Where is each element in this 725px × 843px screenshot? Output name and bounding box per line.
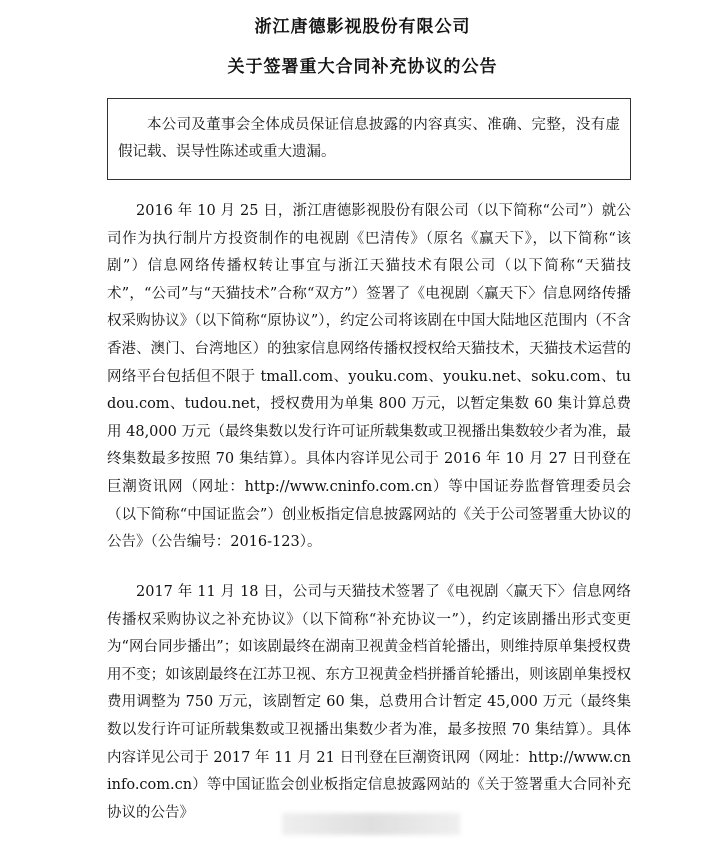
watermark-overlay xyxy=(282,813,460,835)
company-name: 浙江唐德影视股份有限公司 xyxy=(254,17,471,37)
board-statement-box: 本公司及董事会全体成员保证信息披露的内容真实、准确、完整，没有虚假记载、误导性陈述或重大遗漏。 xyxy=(107,98,631,180)
body-paragraph-1: 2016 年 10 月 25 日，浙江唐德影视股份有限公司（以下简称“公司”）就公司作为执行制片方投资制作的电视剧《巴清传》（原名《赢天下》，以下简称“该剧”）信息网络传播权转让事宜与浙江天猫技术有限公司（以下简称“天猫技术”，“公司”与“天猫技术”合称“双方”）签署了《电视剧〈赢天下〉信息网络传播权采购协议》（以下简称“原协议”），约定公司将该剧在中国大陆地区范围内（不含香港、澳门、台湾地区）的独家信息网络传播权授权给天猫技术，天猫技术运营的网络平台包括但不限于 tmall.com、youku.com、youku.net、soku.com、tudou.com、tudou.net，授权费用为单集 800 万元，以暂定集数 60 集计算总费用 48,000 万元（最终集数以发行许可证所载集数或卫视播出集数较少者为准，最终集数最多按照 70 集结算）。具体内容详见公司于 2016 年 10 月 27 日刊登在巨潮资讯网（网址：http://www.cninfo.com.cn）等中国证券监督管理委员会（以下简称“中国证监会”）创业板指定信息披露网站的《关于公司签署重大协议的公告》（公告编号：2016-123）。 xyxy=(107,203,631,551)
notice-title: 关于签署重大合同补充协议的公告 xyxy=(227,57,498,77)
body-paragraph-2: 2017 年 11 月 18 日，公司与天猫技术签署了《电视剧〈赢天下〉信息网络传播权采购协议之补充协议》（以下简称“补充协议一”），约定该剧播出形式变更为“网台同步播出”；如该剧最终在湖南卫视黄金档首轮播出，则维持原单集授权费用不变；如该剧最终在江苏卫视、东方卫视黄金档拼播首轮播出，则该剧单集授权费用调整为 750 万元，该剧暂定 60 集，总费用合计暂定 45,000 万元（最终集数以发行许可证所载集数或卫视播出集数少者为准，最多按照 70 集结算）。具体内容详见公司于 2017 年 11 月 21 日刊登在巨潮资讯网（网址：http://www.cninfo.com.cn）等中国证监会创业板指定信息披露网站的《关于签署重大合同补充协议的公告》 xyxy=(107,584,631,821)
